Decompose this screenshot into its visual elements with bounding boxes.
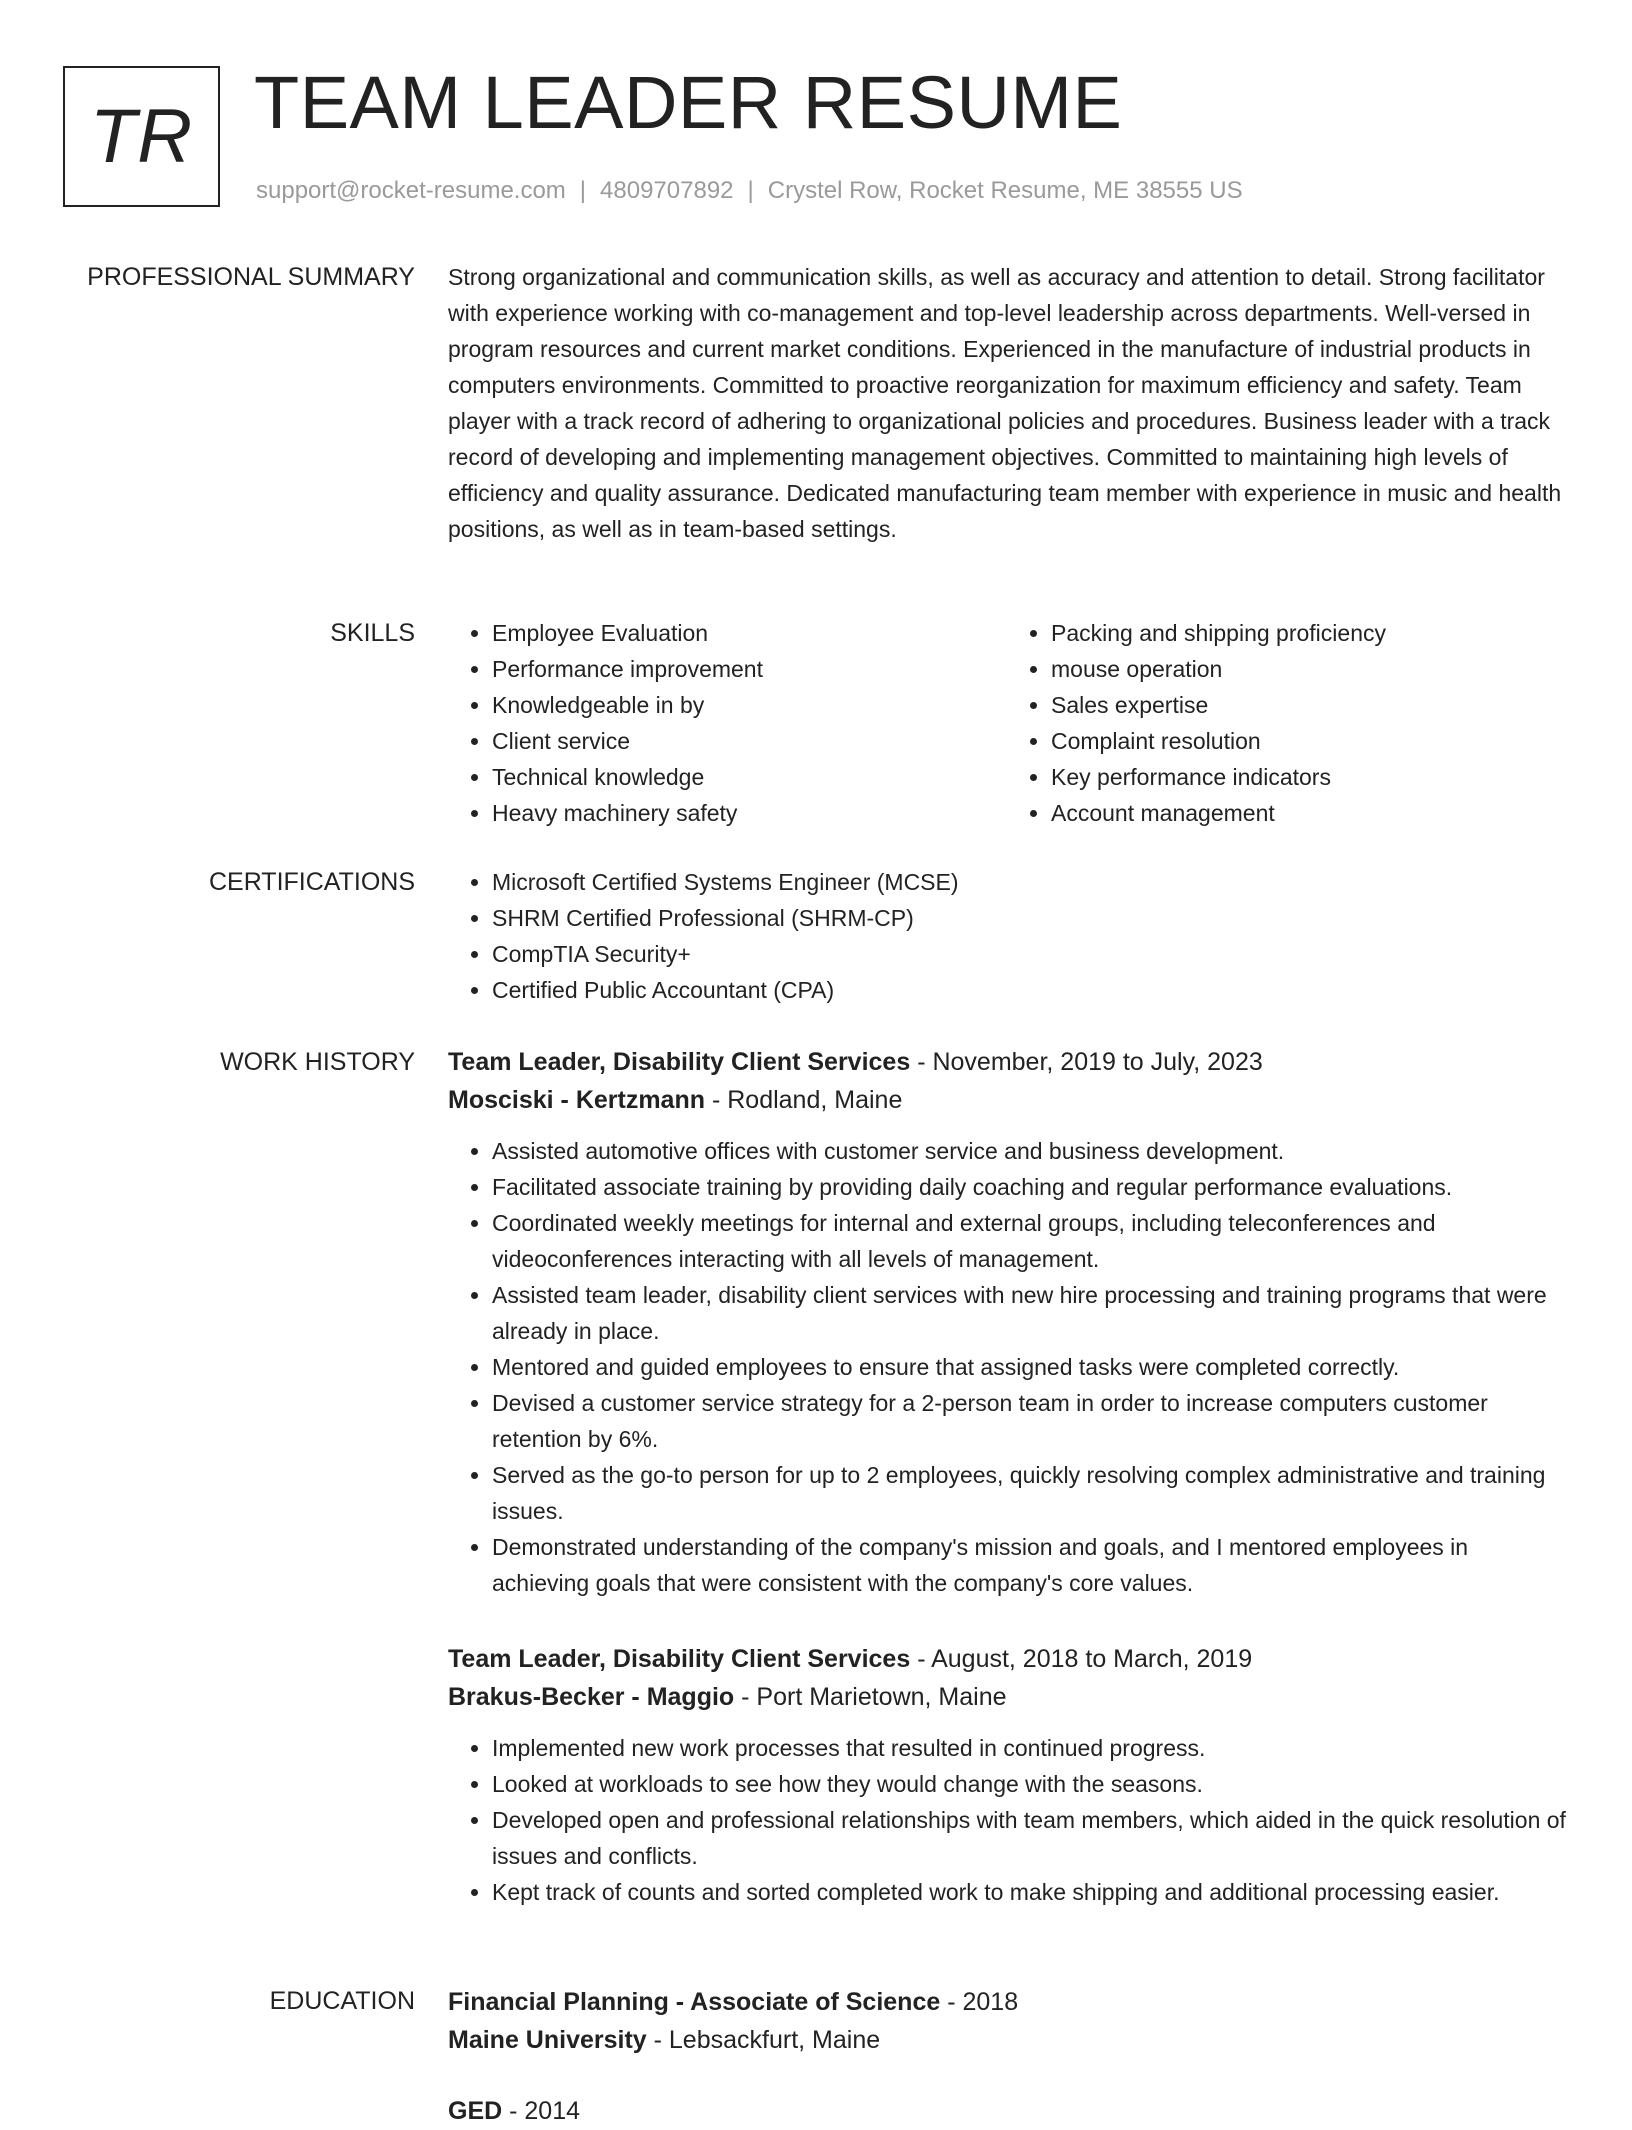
contact-separator: | — [579, 177, 587, 204]
list-item: • Technical knowledge — [492, 759, 1007, 795]
contact-email[interactable]: support@rocket-resume.com — [256, 177, 566, 204]
job-company: Brakus-Becker - Maggio — [448, 1683, 735, 1711]
section-label-summary: PROFESSIONAL SUMMARY — [87, 263, 415, 291]
job-dates: - November, 2019 to July, 2023 — [910, 1048, 1263, 1076]
summary-section — [448, 259, 1566, 547]
section-label-work-history: WORK HISTORY — [220, 1048, 415, 1076]
list-item: • Complaint resolution — [1051, 723, 1566, 759]
list-item: • Packing and shipping proficiency — [1051, 615, 1566, 651]
skills-list-left — [448, 615, 1007, 831]
job-title: Team Leader, Disability Client Services — [448, 1048, 911, 1076]
education-school-line — [448, 2021, 1566, 2059]
education-degree: Financial Planning - Associate of Science — [448, 1988, 941, 2016]
education-entry — [448, 1983, 1566, 2059]
education-degree: GED — [448, 2097, 503, 2125]
list-item: • Key performance indicators — [1051, 759, 1566, 795]
list-item: • Certified Public Accountant (CPA) — [492, 972, 1566, 1008]
list-item: • Served as the go-to person for up to 2 employees, quickly resolving complex administrative and training issues. — [492, 1457, 1566, 1529]
list-item: • Sales expertise — [1051, 687, 1566, 723]
list-item: • CompTIA Security+ — [492, 936, 1566, 972]
education-entry — [448, 2092, 1566, 2130]
section-label-certifications: CERTIFICATIONS — [208, 868, 415, 896]
list-item: • Coordinated weekly meetings for internal and external groups, including teleconferences and videoconferences interacting with all levels of management. — [492, 1205, 1566, 1277]
section-label-skills: SKILLS — [330, 619, 415, 647]
list-item: • Heavy machinery safety — [492, 795, 1007, 831]
contact-address: Crystel Row, Rocket Resume, ME 38555 US — [767, 177, 1243, 204]
list-item: • Assisted automotive offices with customer service and business development. — [492, 1133, 1566, 1169]
certifications-list — [448, 864, 1566, 1008]
certifications-section — [448, 864, 1566, 1008]
contact-phone[interactable]: 4809707892 — [600, 177, 734, 204]
education-year: - 2014 — [502, 2097, 581, 2125]
summary-text: Strong organizational and communication skills, as well as accuracy and attention to detail. Strong facilitator with experience working with co-management and top-level leadership across departments. Well-versed in program resources and current market conditions. Experienced in the manufacture of industrial products in computers environments. Committed to proactive reorganization for maximum efficiency and safety. Team player with a track record of adhering to organizational policies and procedures. Business leader with a track record of developing and implementing management objectives. Committed to maintaining high levels of efficiency and quality assurance. Dedicated manufacturing team member with experience in music and health positions, as well as in team-based settings. — [448, 264, 1562, 542]
job-bullets — [448, 1133, 1566, 1601]
list-item: • mouse operation — [1051, 651, 1566, 687]
skills-list-right — [1007, 615, 1566, 831]
list-item: • Employee Evaluation — [492, 615, 1007, 651]
job-entry — [448, 1640, 1566, 1910]
job-bullets — [448, 1730, 1566, 1910]
resume-title: TEAM LEADER RESUME — [254, 61, 1123, 144]
list-item: • Microsoft Certified Systems Engineer (MCSE) — [492, 864, 1566, 900]
contact-separator: | — [747, 177, 754, 204]
job-location: - Rodland, Maine — [705, 1086, 903, 1114]
job-company-line — [448, 1678, 1566, 1716]
job-title-line — [448, 1640, 1566, 1678]
monogram-box — [63, 66, 220, 207]
job-location: - Port Marietown, Maine — [734, 1683, 1007, 1711]
list-item: • Knowledgeable in by — [492, 687, 1007, 723]
list-item: • Kept track of counts and sorted completed work to make shipping and additional processing easier. — [492, 1874, 1566, 1910]
list-item: • Implemented new work processes that resulted in continued progress. — [492, 1730, 1566, 1766]
list-item: • Client service — [492, 723, 1007, 759]
list-item: • Developed open and professional relationships with team members, which aided in the quick resolution of issues and conflicts. — [492, 1802, 1566, 1874]
list-item: • Mentored and guided employees to ensure that assigned tasks were completed correctly. — [492, 1349, 1566, 1385]
monogram-initials: TR — [89, 94, 194, 179]
contact-line — [256, 176, 1243, 206]
job-entry — [448, 1043, 1566, 1601]
job-title: Team Leader, Disability Client Services — [448, 1645, 911, 1673]
job-dates: - August, 2018 to March, 2019 — [910, 1645, 1253, 1673]
list-item: • Account management — [1051, 795, 1566, 831]
education-location: - Lebsackfurt, Maine — [646, 2026, 881, 2054]
education-year: - 2018 — [940, 1988, 1019, 2016]
job-company-line — [448, 1081, 1566, 1119]
job-company: Mosciski - Kertzmann — [448, 1086, 706, 1114]
job-title-line — [448, 1043, 1566, 1081]
list-item: • Assisted team leader, disability client services with new hire processing and training programs that were already in place. — [492, 1277, 1566, 1349]
education-school: Maine University — [448, 2026, 647, 2054]
section-label-education: EDUCATION — [269, 1987, 415, 2015]
list-item: • Demonstrated understanding of the company's mission and goals, and I mentored employees in achieving goals that were consistent with the company's core values. — [492, 1529, 1566, 1601]
education-degree-line — [448, 2092, 1566, 2130]
list-item: • SHRM Certified Professional (SHRM-CP) — [492, 900, 1566, 936]
list-item: • Looked at workloads to see how they would change with the seasons. — [492, 1766, 1566, 1802]
education-degree-line — [448, 1983, 1566, 2021]
list-item: • Facilitated associate training by providing daily coaching and regular performance evaluations. — [492, 1169, 1566, 1205]
skills-section — [448, 615, 1566, 831]
list-item: • Performance improvement — [492, 651, 1007, 687]
list-item: • Devised a customer service strategy for a 2-person team in order to increase computers customer retention by 6%. — [492, 1385, 1566, 1457]
